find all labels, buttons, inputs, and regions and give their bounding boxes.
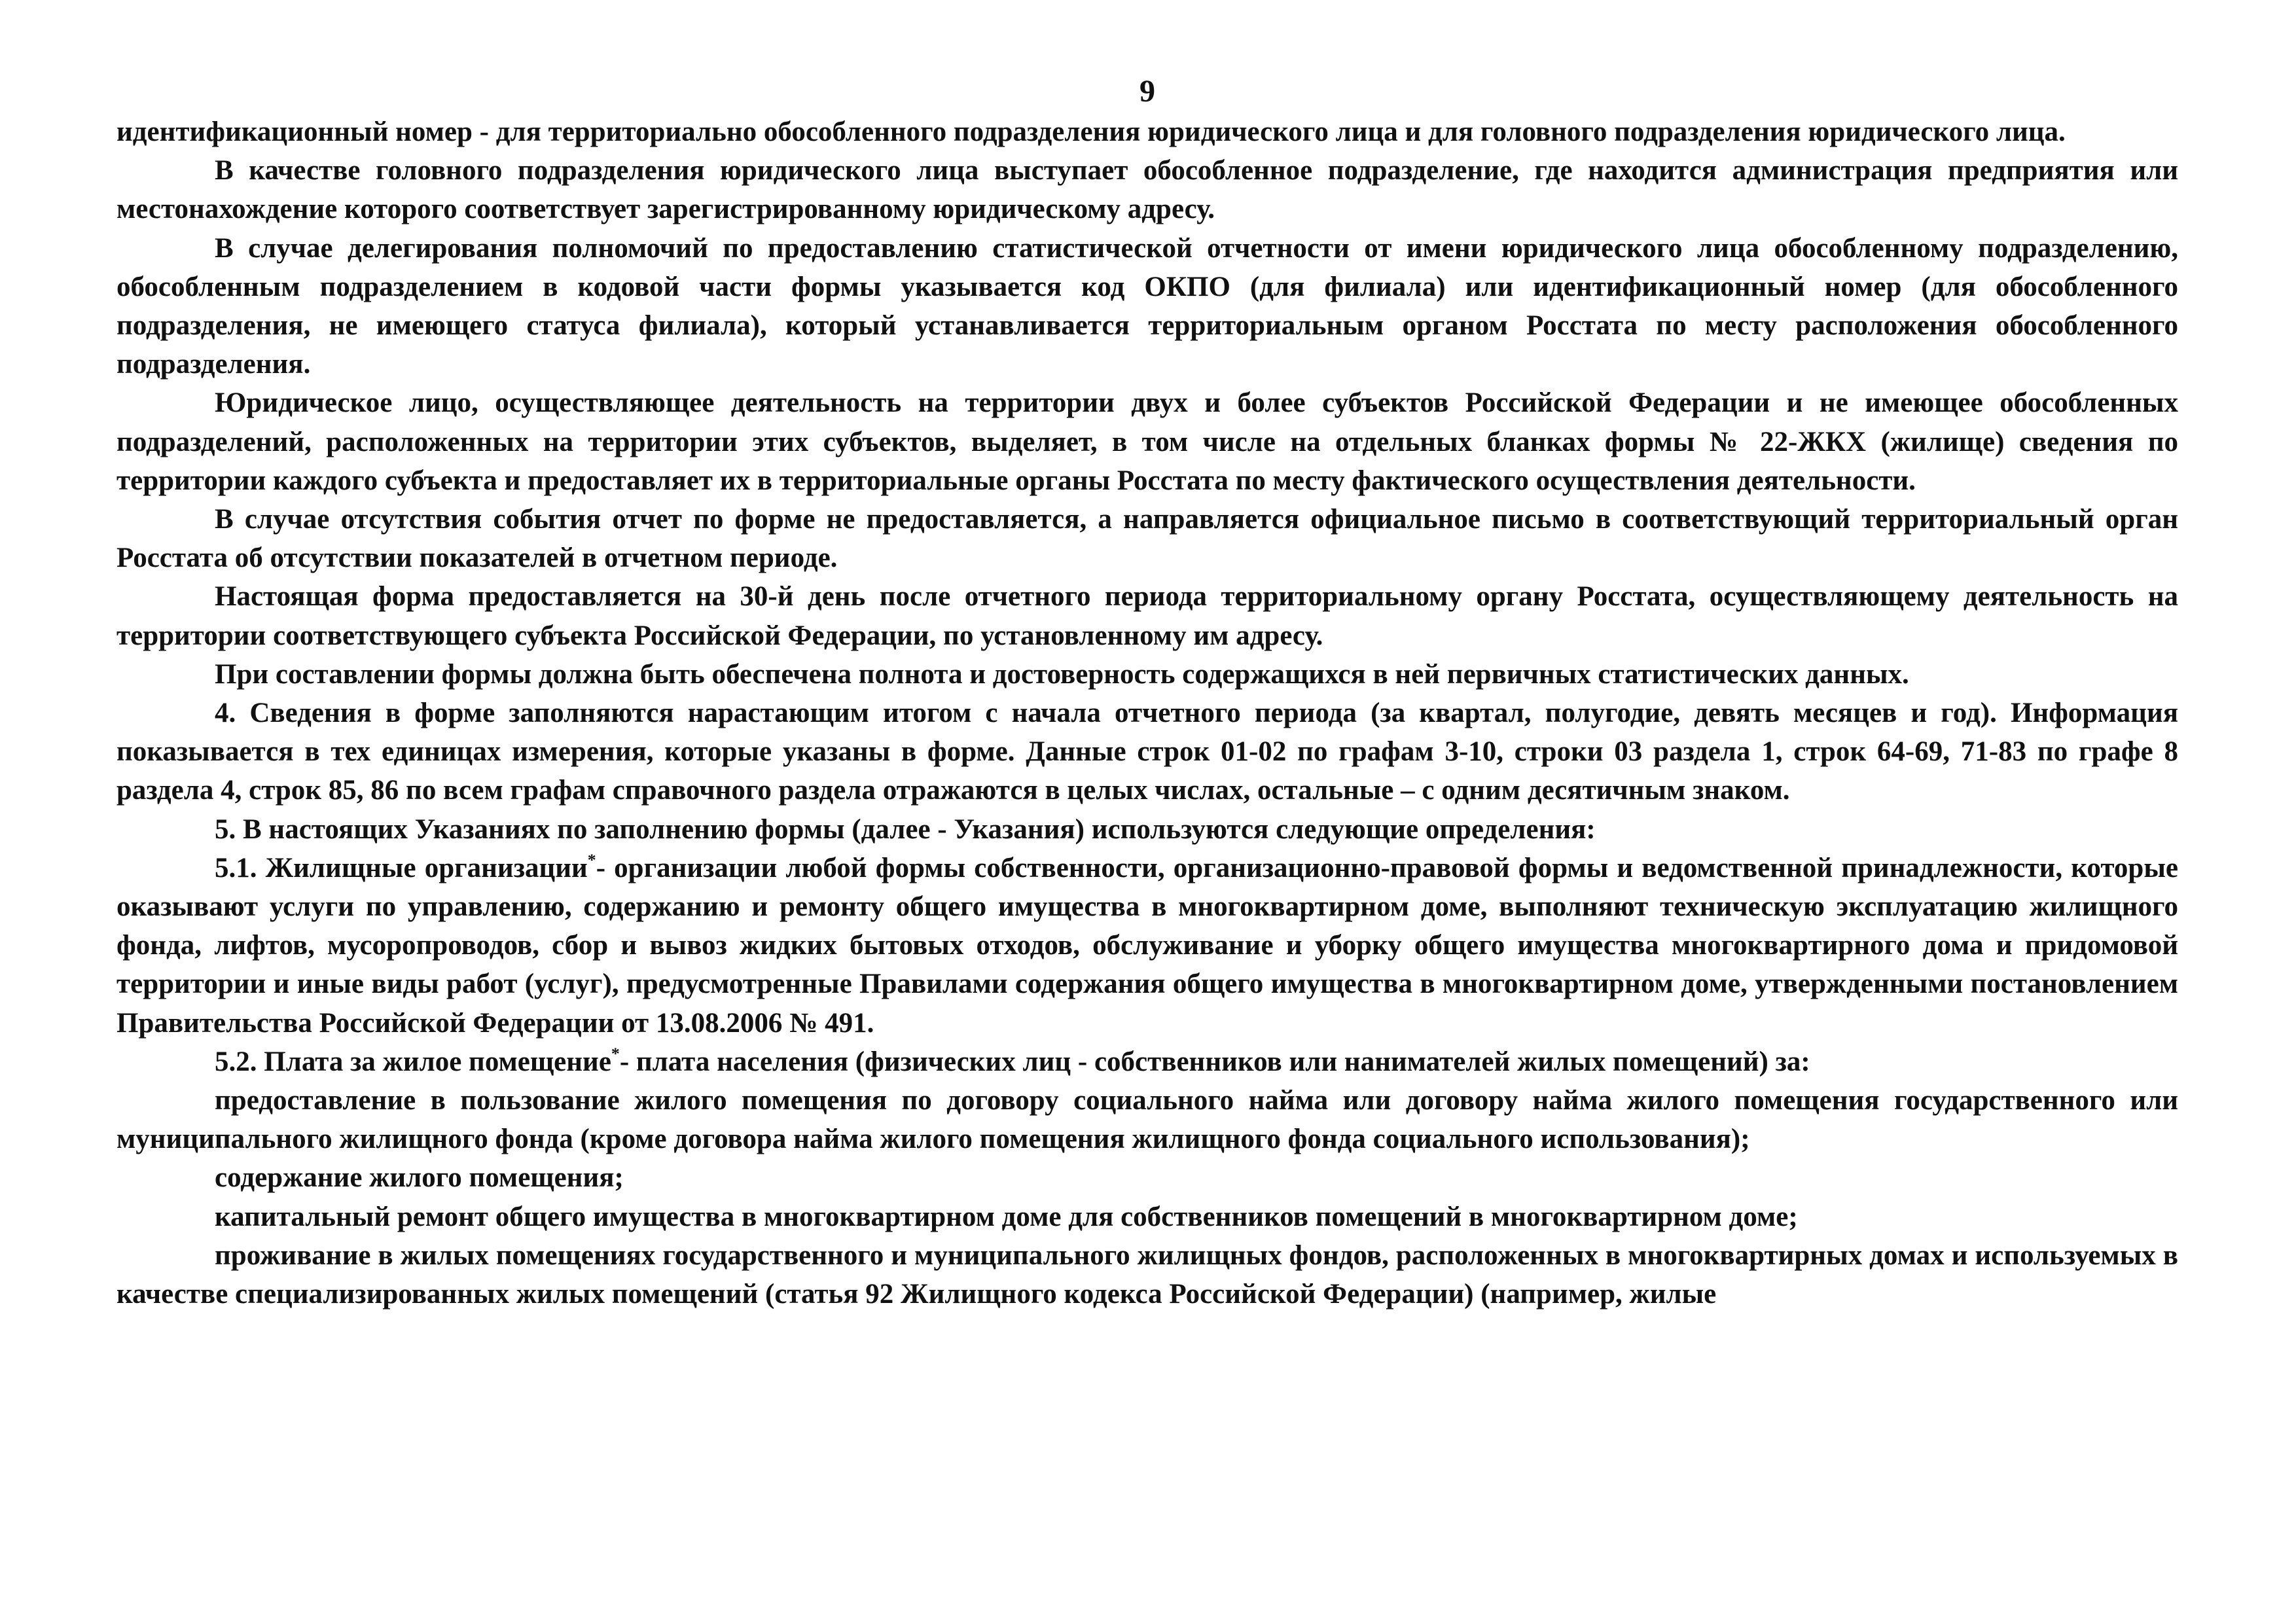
paragraph-text: 5.2. Плата за жилое помещение: [215, 1046, 611, 1077]
paragraph: содержание жилого помещения;: [215, 1162, 624, 1194]
paragraph: В случае делегирования полномочий по предоставлению статистической отчетности от имени юридического лица обособленному подразделению, обособленным подразделением в кодовой части формы указывается код ОКПО (для филиала) или идентификационный номер (для обособленного подразделения, не имеющего статуса филиала), который устанавливается территориальным органом Росстата по месту расположения обособленного подразделения.: [117, 232, 2178, 380]
paragraph: предоставление в пользование жилого помещения по договору социального найма или договору найма жилого помещения государственного или муниципального жилищного фонда (кроме договора найма жилого помещения жилищного фонда социального использования);: [117, 1085, 2178, 1155]
paragraph: проживание в жилых помещениях государственного и муниципального жилищных фондов, расположенных в многоквартирных домах и используемых в качестве специализированных жилых помещений (статья 92 Жилищного кодекса Российской Федерации) (например, жилые: [117, 1240, 2178, 1310]
paragraph: В качестве головного подразделения юридического лица выступает обособленное подразделение, где находится администрация предприятия или местонахождение которого соответствует зарегистрированному юридическому адресу.: [117, 155, 2178, 225]
footnote-marker: *: [587, 849, 596, 869]
paragraph-text: - организации любой формы собственности, организационно-правовой формы и ведомственной принадлежности, которые оказывают услуги по управлению, содержанию и ремонту общего имущества в многоквартирном доме, выполняют техническую эксплуатацию жилищного фонда, лифтов, мусоропроводов, сбор и вывоз жидких бытовых отходов, обслуживание и уборку общего имущества многоквартирного дома и придомовой территории и иные виды работ (услуг), предусмотренные Правилами содержания общего имущества в многоквартирном доме, утвержденными постановлением Правительства Российской Федерации от 13.08.2006 № 491.: [117, 852, 2178, 1039]
paragraph: 4. Сведения в форме заполняются нарастающим итогом с начала отчетного периода (за квартал, полугодие, девять месяцев и год). Информация показывается в тех единицах измерения, которые указаны в форме. Данные строк 01-02 по графам 3-10, строки 03 раздела 1, строк 64-69, 71-83 по графе 8 раздела 4, строк 85, 86 по всем графам справочного раздела отражаются в целых числах, остальные – с одним десятичным знаком.: [117, 698, 2178, 806]
paragraph: 5. В настоящих Указаниях по заполнению формы (далее - Указания) используются следующие определения:: [215, 813, 1596, 845]
paragraph-text: - плата населения (физических лиц - собственников или нанимателей жилых помещений) за:: [619, 1046, 1810, 1077]
paragraph-text: 5.1. Жилищные организации: [215, 852, 588, 883]
paragraph: Настоящая форма предоставляется на 30-й день после отчетного периода территориальному органу Росстата, осуществляющему деятельность на территории соответствующего субъекта Российской Федерации, по установленному им адресу.: [117, 581, 2178, 651]
page-number: 9: [1139, 74, 1155, 109]
document-page: [117, 73, 2178, 1572]
paragraph-definition: [117, 1043, 2178, 1081]
paragraph: При составлении формы должна быть обеспечена полнота и достоверность содержащихся в ней первичных статистических данных.: [215, 658, 1909, 690]
paragraph: Юридическое лицо, осуществляющее деятельность на территории двух и более субъектов Российской Федерации и не имеющее обособленных подразделений, расположенных на территории этих субъектов, выделяет, в том числе на отдельных бланках формы № 22-ЖКХ (жилище) сведения по территории каждого субъекта и предоставляет их в территориальные органы Росстата по месту фактического осуществления деятельности.: [117, 387, 2178, 496]
paragraph: капитальный ремонт общего имущества в многоквартирном доме для собственников помещений в многоквартирном доме;: [215, 1201, 1798, 1232]
paragraph: В случае отсутствия события отчет по форме не предоставляется, а направляется официальное письмо в соответствующий территориальный орган Росстата об отсутствии показателей в отчетном периоде.: [117, 504, 2178, 574]
paragraph: идентификационный номер - для территориально обособленного подразделения юридического лица и для головного подразделения юридического лица.: [117, 116, 2066, 147]
paragraph-definition: [117, 849, 2178, 1043]
footnote-marker: *: [611, 1043, 620, 1063]
